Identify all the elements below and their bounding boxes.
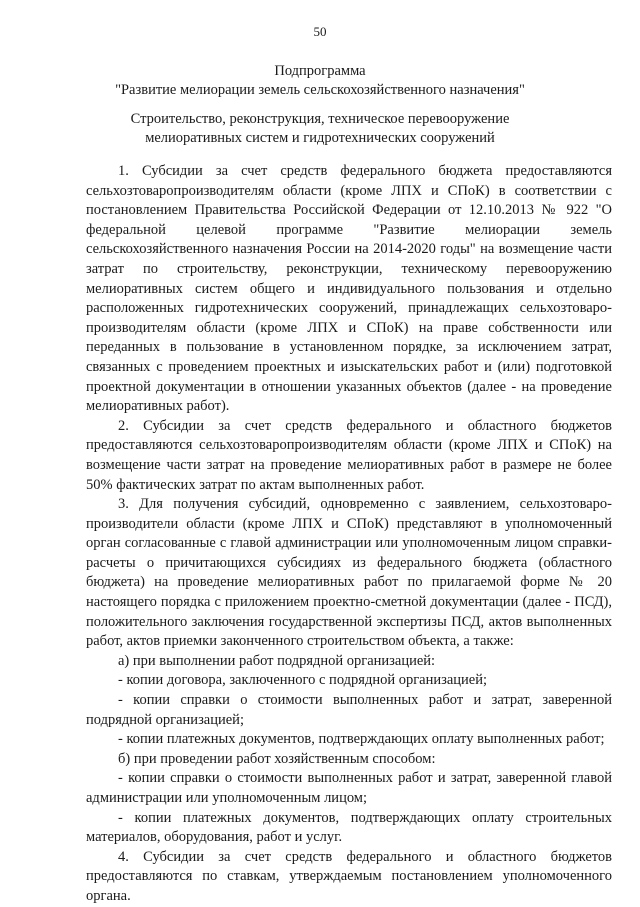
paragraph-3a-item-1: - копии договора, заключенного с подрядной организацией; — [118, 672, 488, 689]
paragraph-3a-item-3: - копии платежных документов, подтверждающих оплату выполненных работ; — [118, 731, 605, 748]
paragraph-3b-item-1: - копии справки о стоимости выполненных работ и затрат, заверенной главой администрации или уполномоченным лицом; — [86, 770, 612, 806]
paragraph-3b: б) при проведении работ хозяйственным способом: — [118, 750, 436, 767]
document-body — [86, 162, 612, 907]
paragraph-3: 3. Для получения субсидий, одновременно с заявлением, сельхозтоваро-производители области (кроме ЛПХ и СПоК) представляют в уполномоченный орган согласованные с главой администрации или уполномоченным лицом справки-расчеты о причитающихся субсидиях из федерального бюджета (областного бюджета) на проведение мелиоративных работ по прилагаемой форме № 20 настоящего порядка с приложением проектно-сметной документации (далее - ПСД), положительного заключения государственной экспертизы ПСД, актов выполненных работ, актов приемки законченного строительством объекта, а также: — [86, 496, 612, 650]
section-subtitle — [60, 110, 580, 148]
document-title — [60, 62, 580, 100]
title-line-2: "Развитие мелиорации земель сельскохозяйственного назначения" — [115, 82, 525, 98]
paragraph-3a: а) при выполнении работ подрядной организацией: — [118, 652, 436, 669]
paragraph-4: 4. Субсидии за счет средств федерального и областного бюджетов предоставляются по ставкам, утверждаемым постановлением уполномоченного органа. — [86, 848, 612, 904]
paragraph-1: 1. Субсидии за счет средств федерального бюджета предоставляются сельхозтоваропроизводителям области (кроме ЛПХ и СПоК) в соответствии с постановлением Правительства Российской Федерации от 12.10.2013 № 922 "О федеральной целевой программе "Развитие мелиорации земель сельскохозяйственного назначения России на 2014-2020 годы" на возмещение части затрат по строительству, реконструкции, техническому перевооружению мелиоративных систем общего и индивидуального пользования и отдельно расположенных гидротехнических сооружений, принадлежащих сельхозтоваро-производителям области (кроме ЛПХ и СПоК) на праве собственности или переданных в пользование в установленном порядке, за исключением затрат, связанных с проведением проектных и изыскательских работ и (или) подготовкой проектной документации в отношении указанных объектов (далее - на проведение мелиоративных работ). — [86, 163, 612, 415]
subtitle-line-1: Строительство, реконструкция, техническое перевооружение — [130, 111, 510, 127]
subtitle-line-2: мелиоративных систем и гидротехнических сооружений — [145, 130, 495, 146]
paragraph-3a-item-2: - копии справки о стоимости выполненных работ и затрат, заверенной подрядной организацией; — [86, 692, 612, 728]
paragraph-3b-item-2: - копии платежных документов, подтверждающих оплату строительных материалов, оборудования, работ и услуг. — [86, 809, 612, 846]
paragraph-2: 2. Субсидии за счет средств федерального и областного бюджетов предоставляются сельхозтоваропроизводителям области (кроме ЛПХ и СПоК) на возмещение части затрат на проведение мелиоративных работ в размере не более 50% фактических затрат по актам выполненных работ. — [86, 417, 612, 493]
title-line-1: Подпрограмма — [274, 63, 366, 79]
page-number: 50 — [313, 24, 327, 39]
